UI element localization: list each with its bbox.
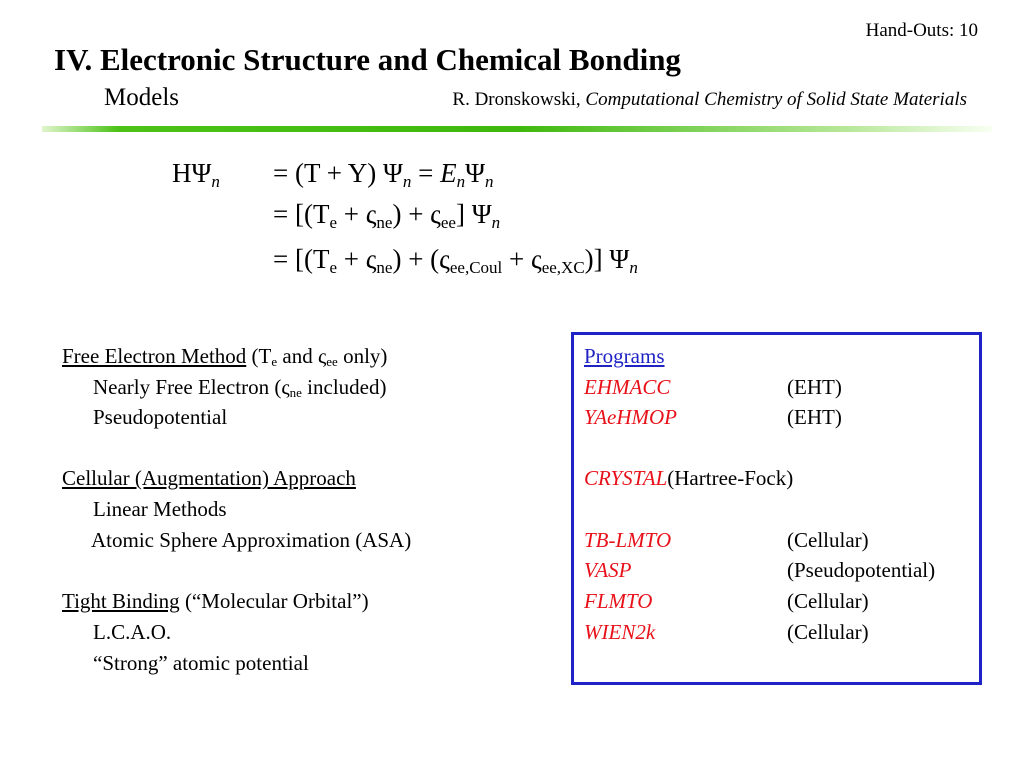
program-method: (EHT) bbox=[787, 375, 842, 399]
program-name: CRYSTAL bbox=[584, 466, 668, 490]
method-subitem: Linear Methods bbox=[93, 497, 227, 521]
method-note: and ς bbox=[277, 344, 327, 368]
eq-text: ) + ς bbox=[392, 199, 441, 229]
eq-text: ] Ψ bbox=[455, 199, 492, 229]
program-row bbox=[584, 463, 793, 494]
eq-sub: n bbox=[402, 172, 412, 191]
method-heading: Free Electron Method bbox=[62, 344, 247, 368]
method-text: included) bbox=[301, 375, 387, 399]
eq-text: = bbox=[411, 158, 441, 188]
method-tight-binding bbox=[62, 586, 369, 617]
reference bbox=[452, 89, 967, 111]
handout-number: Hand-Outs: 10 bbox=[865, 20, 978, 41]
eq-sub: ne bbox=[376, 213, 393, 232]
eq-sub: e bbox=[329, 213, 337, 232]
method-subitem: Atomic Sphere Approximation (ASA) bbox=[91, 528, 412, 552]
eq-text: ) + (ς bbox=[392, 244, 450, 274]
method-heading: Cellular (Augmentation) Approach bbox=[62, 466, 356, 490]
equation-line-3 bbox=[273, 244, 638, 278]
program-name-text: WIEN2 bbox=[584, 620, 646, 644]
program-method: (Pseudopotential) bbox=[787, 558, 936, 582]
method-note: (“Molecular Orbital”) bbox=[179, 589, 369, 613]
eq-sub: e bbox=[329, 258, 337, 277]
method-subitem: “Strong” atomic potential bbox=[93, 651, 309, 675]
method-subitem: L.C.A.O. bbox=[93, 620, 172, 644]
program-name: YAeHMOP bbox=[584, 405, 678, 429]
method-text: Nearly Free Electron (ς bbox=[93, 375, 290, 399]
slide-title: IV. Electronic Structure and Chemical Bonding bbox=[54, 42, 681, 77]
reference-author: R. Dronskowski, bbox=[452, 89, 586, 110]
program-name: FLMTO bbox=[584, 589, 653, 613]
method-sub: ee bbox=[326, 354, 338, 369]
program-method: (Hartree-Fock) bbox=[667, 466, 794, 490]
eq-text: + ς bbox=[337, 244, 377, 274]
program-name: TB-LMTO bbox=[584, 528, 672, 552]
equation-line-2 bbox=[273, 199, 500, 233]
eq-text: = (T + Y) Ψ bbox=[273, 158, 403, 188]
eq-text: = [(T bbox=[273, 244, 330, 274]
method-heading: Tight Binding bbox=[62, 589, 180, 613]
method-sub: ne bbox=[289, 385, 302, 400]
method-cellular bbox=[62, 463, 356, 494]
eq-sub: ee,Coul bbox=[449, 258, 503, 277]
program-name-suffix: k bbox=[645, 620, 656, 644]
equation-lhs bbox=[172, 158, 220, 192]
eq-sub: n bbox=[211, 172, 220, 191]
program-name: EHMACC bbox=[584, 375, 671, 399]
eq-text: E bbox=[440, 158, 457, 188]
equation-line-1 bbox=[273, 158, 494, 192]
eq-sub: ee bbox=[440, 213, 456, 232]
eq-sub: n bbox=[629, 258, 638, 277]
eq-text: HΨ bbox=[172, 158, 212, 188]
program-method: (Cellular) bbox=[787, 620, 869, 644]
method-sub: e bbox=[271, 354, 278, 369]
eq-sub: ee,XC bbox=[541, 258, 585, 277]
slide-subtitle: Models bbox=[104, 84, 179, 111]
method-note: (T bbox=[246, 344, 272, 368]
eq-text: Ψ bbox=[465, 158, 486, 188]
program-name: VASP bbox=[584, 558, 632, 582]
method-subitem: Pseudopotential bbox=[93, 405, 228, 429]
programs-heading: Programs bbox=[584, 344, 665, 368]
eq-text: + ς bbox=[502, 244, 542, 274]
program-method: (Cellular) bbox=[787, 528, 869, 552]
reference-book: Computational Chemistry of Solid State Materials bbox=[585, 89, 967, 110]
method-note: only) bbox=[337, 344, 388, 368]
eq-text: )] Ψ bbox=[584, 244, 630, 274]
program-method: (Cellular) bbox=[787, 589, 869, 613]
eq-sub: ne bbox=[376, 258, 393, 277]
eq-sub: n bbox=[485, 172, 494, 191]
title-divider bbox=[42, 126, 992, 132]
eq-sub: n bbox=[456, 172, 466, 191]
eq-text: = [(T bbox=[273, 199, 330, 229]
program-name bbox=[584, 617, 655, 648]
program-method: (EHT) bbox=[787, 405, 842, 429]
eq-text: + ς bbox=[337, 199, 377, 229]
eq-sub: n bbox=[491, 213, 501, 232]
